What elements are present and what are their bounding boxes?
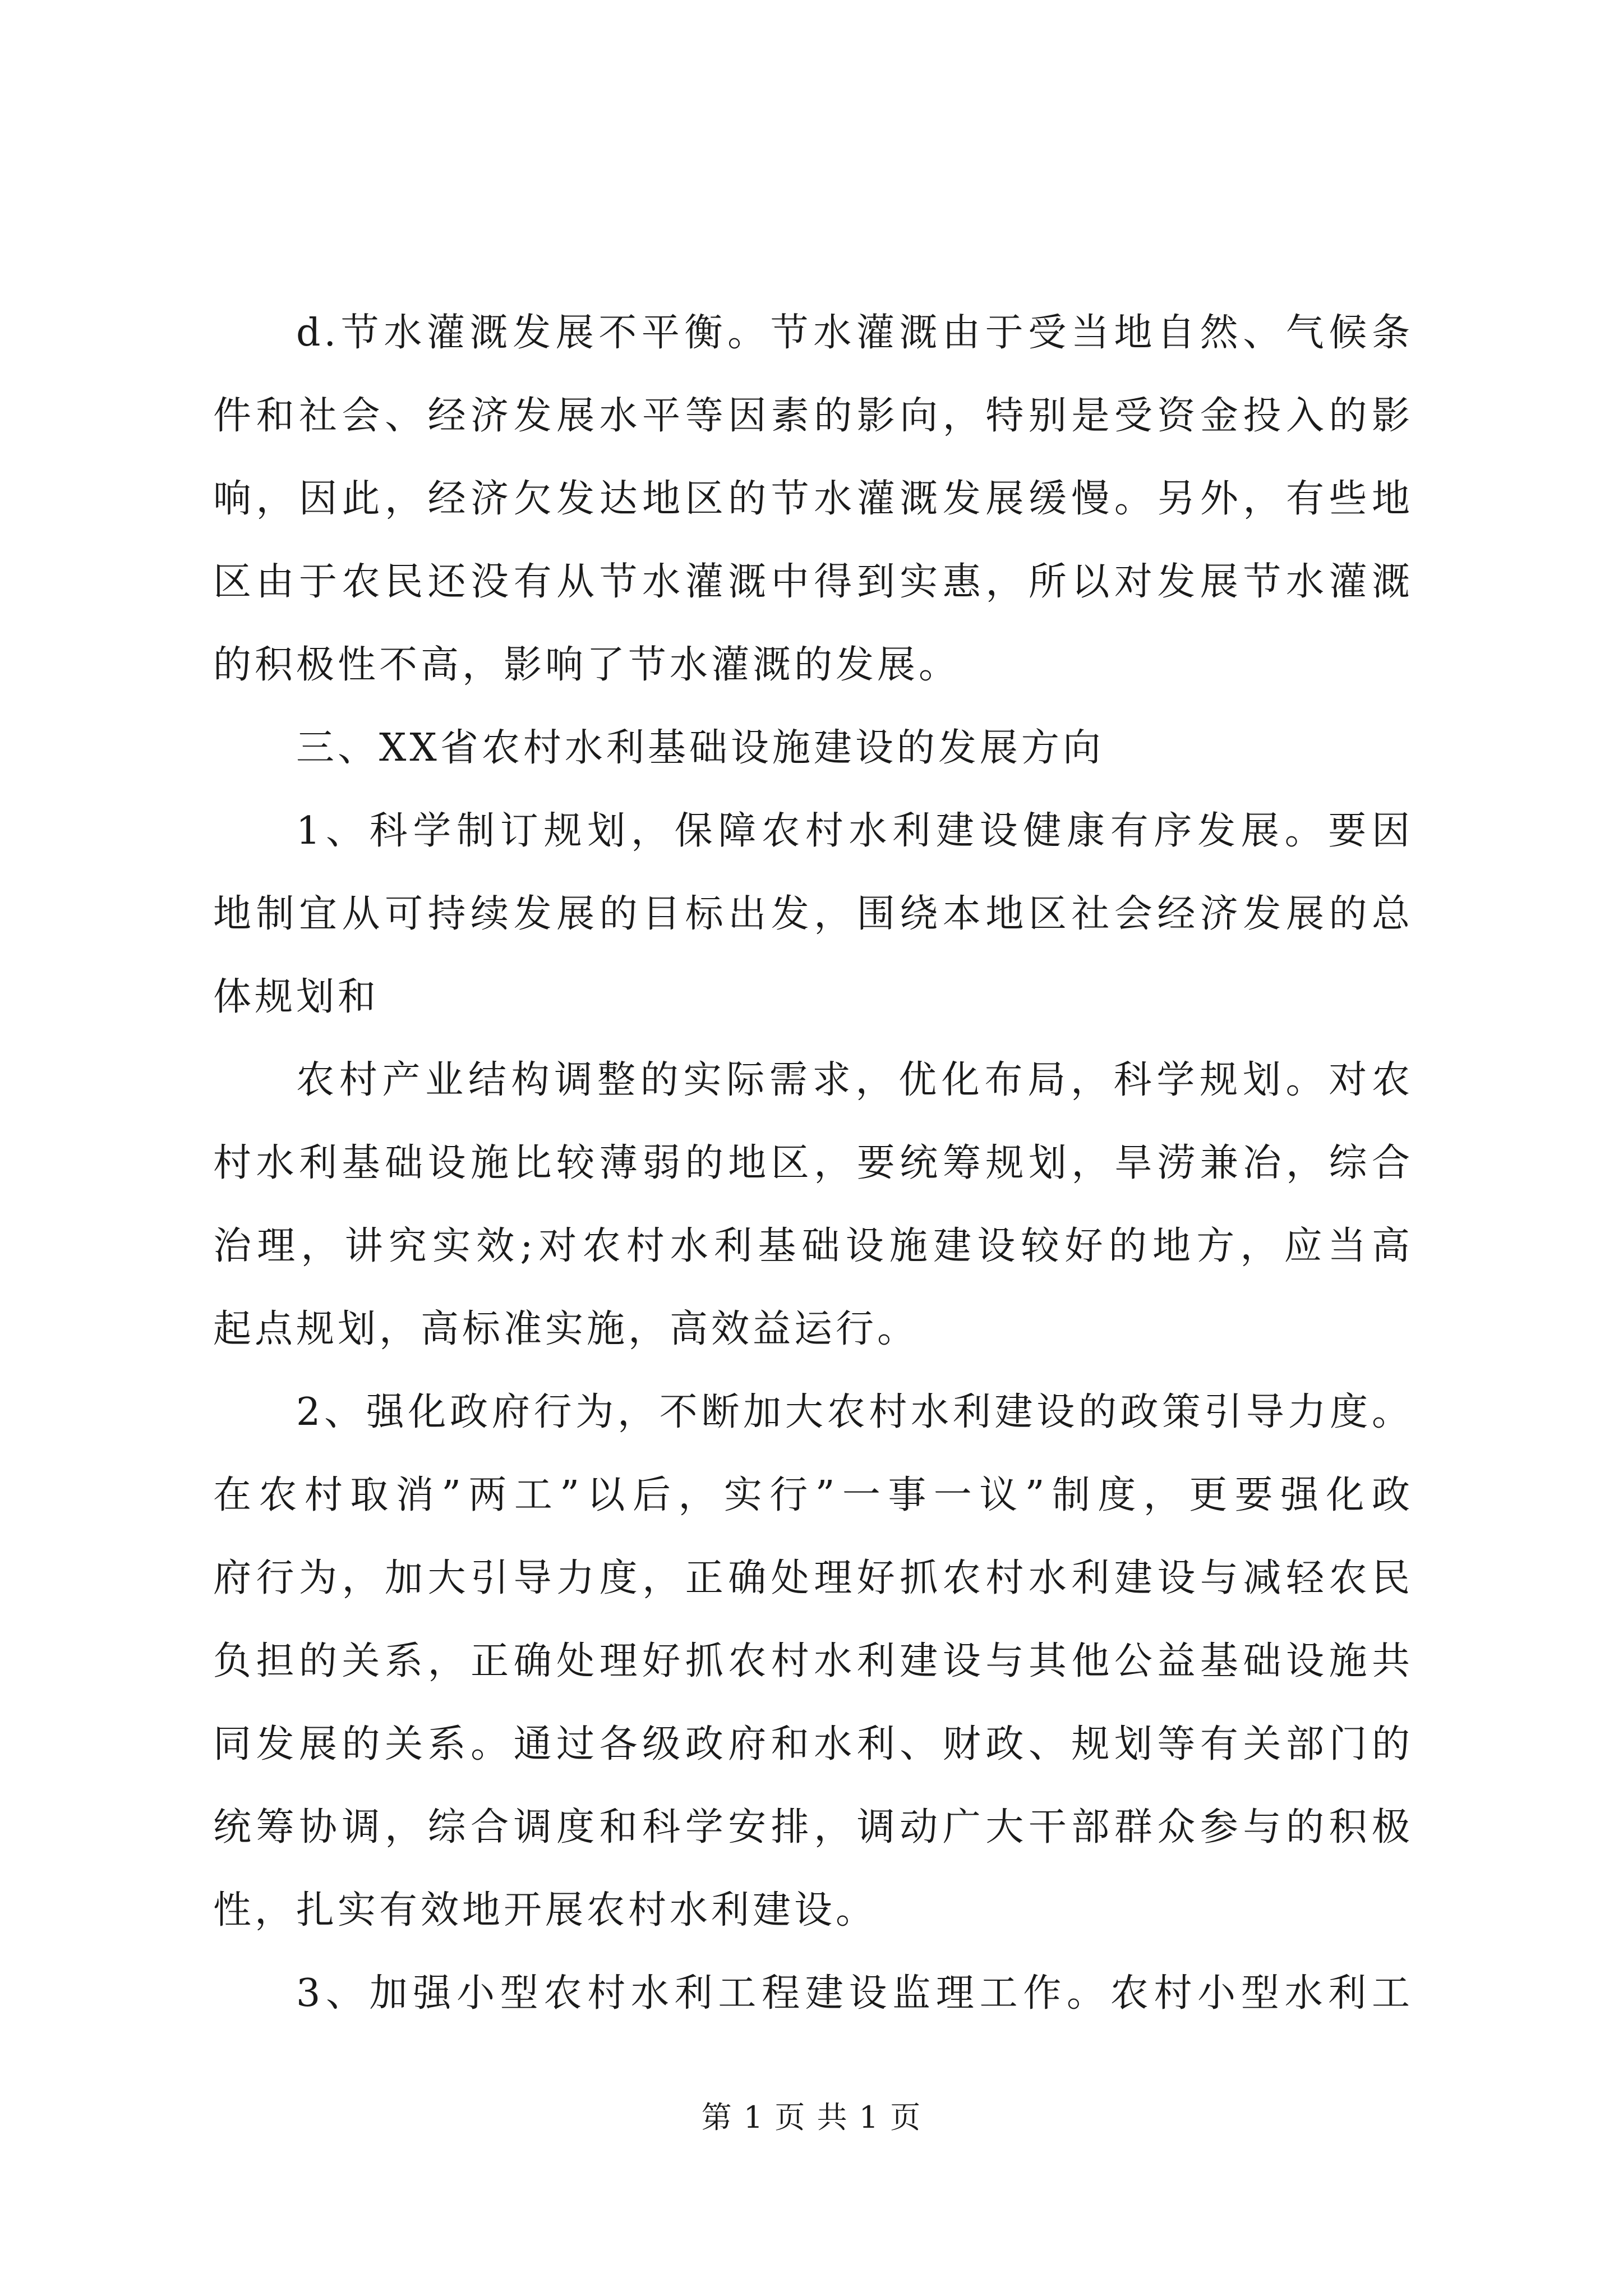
text-line: 治理，讲究实效;对农村水利基础设施建设较好的地方，应当高 <box>213 1224 1413 1268</box>
document-body <box>213 292 1413 2035</box>
text-line: 农村产业结构调整的实际需求，优化布局，科学规划。对农 <box>296 1058 1413 1102</box>
text-line: 起点规划，高标准实施，高效益运行。 <box>213 1307 919 1351</box>
text-line: 负担的关系，正确处理好抓农村水利建设与其他公益基础设施共 <box>213 1639 1413 1683</box>
text-line: 响，因此，经济欠发达地区的节水灌溉发展缓慢。另外，有些地 <box>213 477 1413 521</box>
text-line: 同发展的关系。通过各级政府和水利、财政、规划等有关部门的 <box>213 1722 1413 1766</box>
text-line: 在农村取消”两工”以后，实行”一事一议”制度，更要强化政 <box>213 1473 1413 1517</box>
text-line: 1、科学制订规划，保障农村水利建设健康有序发展。要因 <box>296 809 1413 853</box>
text-line: 统筹协调，综合调度和科学安排，调动广大干部群众参与的积极 <box>213 1805 1413 1849</box>
text-line: 府行为，加大引导力度，正确处理好抓农村水利建设与减轻农民 <box>213 1556 1413 1600</box>
text-line: 地制宜从可持续发展的目标出发，围绕本地区社会经济发展的总 <box>213 892 1413 936</box>
text-line: 区由于农民还没有从节水灌溉中得到实惠，所以对发展节水灌溉 <box>213 560 1413 604</box>
text-line: 体规划和 <box>213 975 380 1019</box>
text-line: 的积极性不高，影响了节水灌溉的发展。 <box>213 643 961 687</box>
text-line: 件和社会、经济发展水平等因素的影向，特别是受资金投入的影 <box>213 394 1413 438</box>
text-line: 2、强化政府行为，不断加大农村水利建设的政策引导力度。 <box>296 1390 1413 1434</box>
text-line: 性，扎实有效地开展农村水利建设。 <box>213 1888 878 1932</box>
text-line: 三、XX省农村水利基础设施建设的发展方向 <box>296 726 1104 770</box>
text-line: d.节水灌溉发展不平衡。节水灌溉由于受当地自然、气候条 <box>296 311 1413 355</box>
page-footer: 第 1 页 共 1 页 <box>701 2100 922 2135</box>
text-line: 村水利基础设施比较薄弱的地区，要统筹规划，旱涝兼冶，综合 <box>213 1141 1413 1185</box>
text-line: 3、加强小型农村水利工程建设监理工作。农村小型水利工 <box>296 1971 1413 2016</box>
